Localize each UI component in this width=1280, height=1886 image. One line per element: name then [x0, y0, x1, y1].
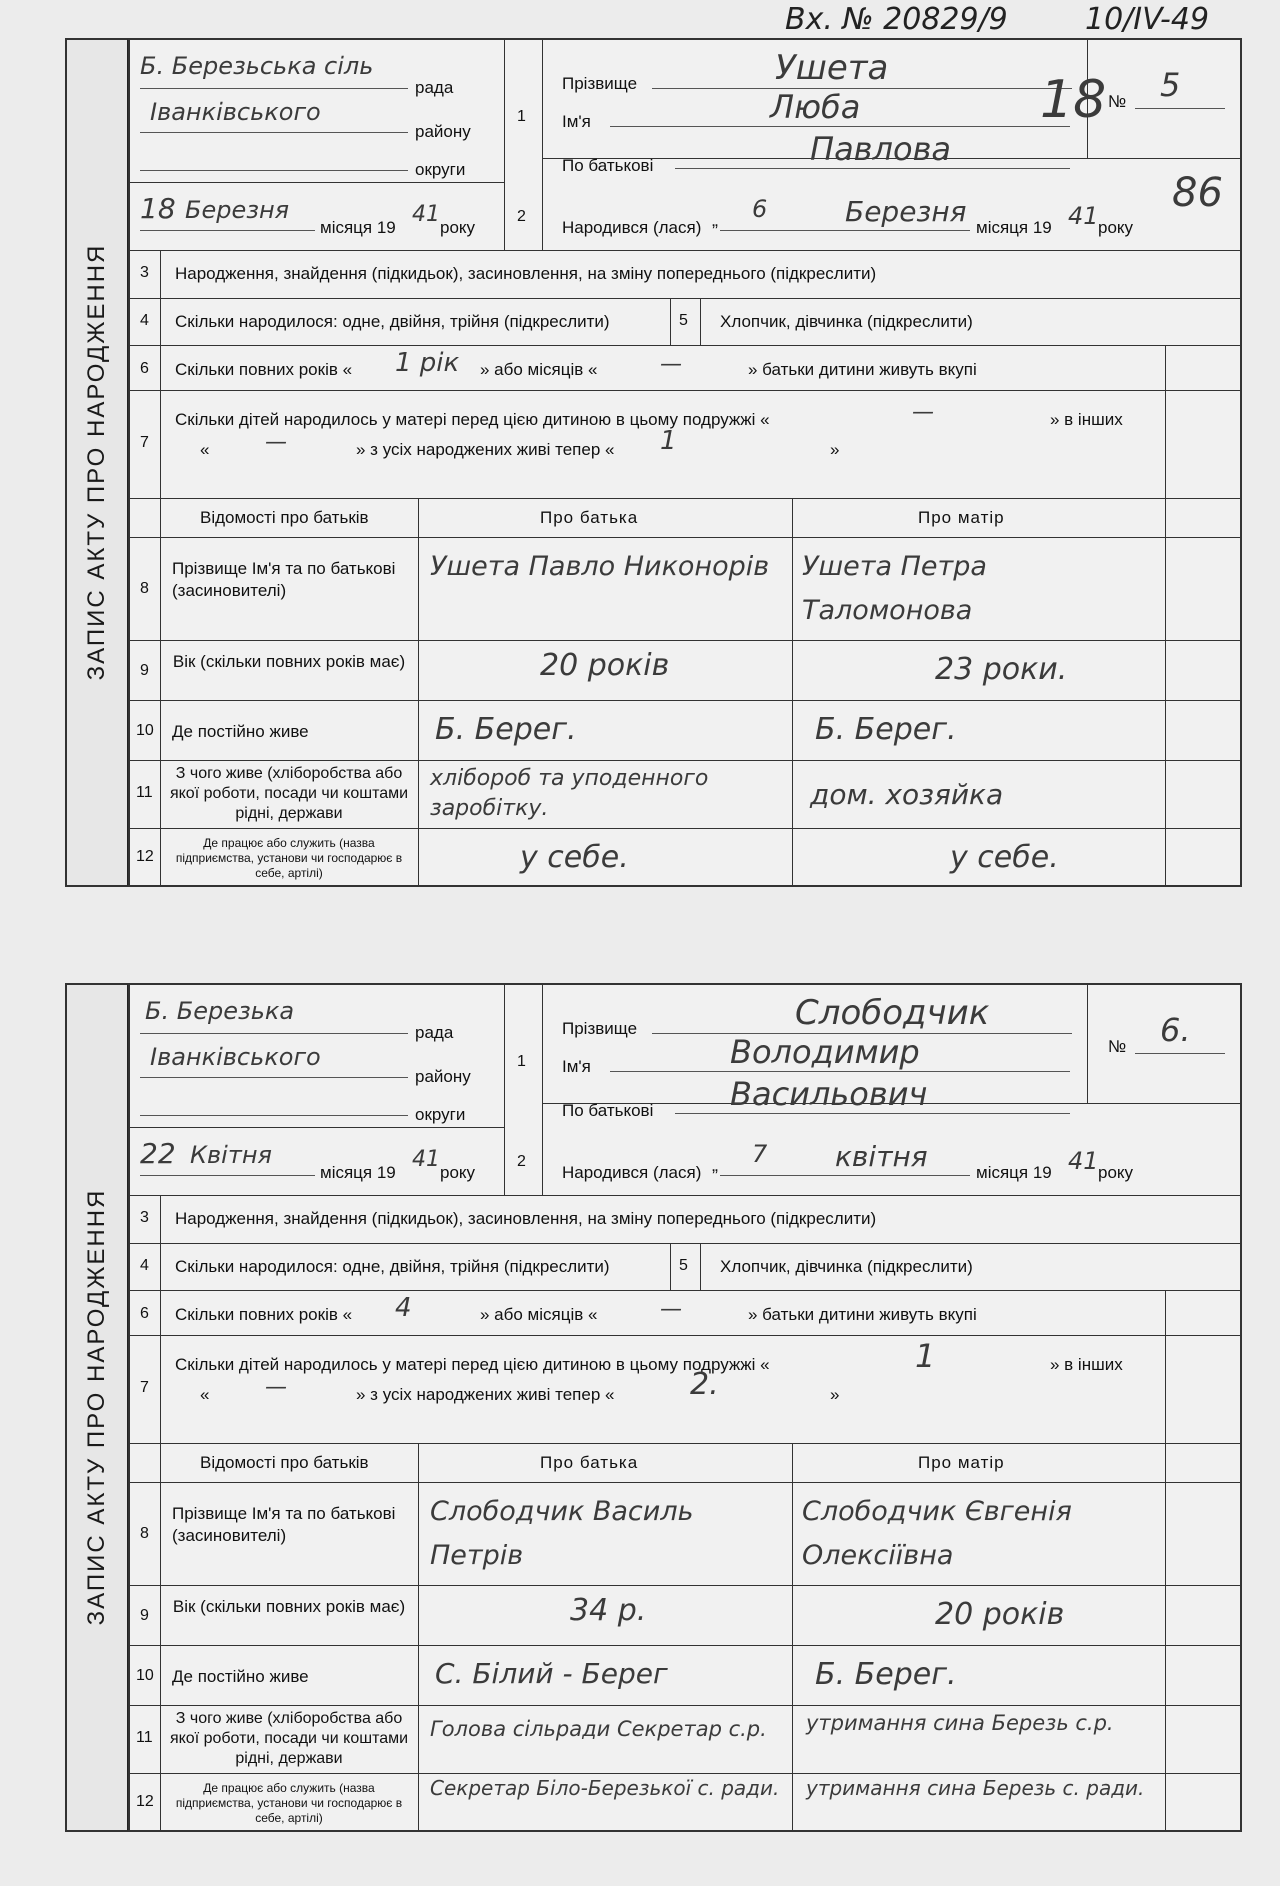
row10-label: Де постійно живе: [172, 722, 309, 741]
parents-header: Відомості про батьків: [200, 508, 369, 527]
registration-month: Квітня: [190, 1141, 272, 1169]
rada-value: Б. Березька: [145, 997, 295, 1025]
record-number: 5: [1160, 66, 1181, 104]
registration-year-label: року: [440, 218, 476, 237]
row11-label: З чого живе (хліборобства або якої роботи, посади чи коштами рідні, держави: [169, 1710, 409, 1767]
parents-header: Відомості про батьків: [200, 1453, 369, 1472]
father-occupation: хлібороб та уподенного заробітку.: [430, 766, 709, 821]
father-residence: С. Білий - Берег: [435, 1657, 668, 1690]
row6-label-c: » батьки дитини живуть вкупі: [748, 360, 977, 379]
mother-header: Про матір: [918, 508, 1005, 527]
father-residence: Б. Берег.: [435, 712, 577, 747]
row4-label: Скільки народилося: одне, двійня, трійня (підкреслити): [175, 312, 610, 331]
mother-residence: Б. Берег.: [815, 712, 957, 747]
record-sidebar: [65, 38, 130, 887]
born-label: Народився (лася): [562, 1163, 702, 1182]
birth-year: 41: [1068, 1147, 1099, 1175]
birth-record-card: [65, 30, 1245, 885]
father-name: Слободчик Василь Петрів: [430, 1496, 694, 1571]
row12-label: Де працює або служить (назва підприємства, установи чи господарює в себе, артілі): [175, 1781, 403, 1825]
row9-label: Вік (скільки повних років має): [172, 652, 406, 671]
children-alive: 2.: [690, 1367, 719, 1402]
birth-month: квітня: [835, 1140, 928, 1173]
raion-value: Іванківського: [150, 98, 321, 126]
surname-value: Ушета: [775, 48, 889, 88]
row7-label-e: »: [830, 440, 840, 459]
father-header: Про батька: [540, 508, 639, 527]
registration-year-label: року: [440, 1163, 476, 1182]
row8-label: Прізвище Ім'я та по батькові (засиновителі): [172, 559, 396, 600]
row10-label: Де постійно живе: [172, 1667, 309, 1686]
number-label: №: [1108, 1037, 1127, 1056]
birth-year: 41: [1068, 202, 1099, 230]
raion-value: Іванківського: [150, 1043, 321, 1071]
row6-label-a: Скільки повних років «: [175, 1305, 353, 1324]
rada-label: рада: [415, 78, 454, 97]
okruga-label: округи: [415, 1105, 466, 1124]
row7-label-d: » з усіх народжених живі тепер «: [356, 1385, 615, 1404]
rada-label: рада: [415, 1023, 454, 1042]
months-together: —: [660, 352, 682, 377]
surname-label: Прізвище: [562, 74, 638, 93]
children-alive: 1: [660, 426, 677, 456]
row7-label-b: » в інших: [1050, 410, 1123, 429]
first-name-label: Ім'я: [562, 112, 591, 131]
row6-label-b: » або місяців «: [480, 1305, 598, 1324]
mother-occupation: дом. хозяйка: [810, 778, 1004, 811]
birth-day: 6: [752, 195, 768, 223]
father-age: 34 р.: [570, 1593, 647, 1628]
side-mark: 18: [1040, 70, 1107, 130]
father-workplace: у себе.: [520, 840, 629, 875]
row7-label-a: Скільки дітей народилось у матері перед цією дитиною в цьому подружжі «: [175, 1355, 770, 1374]
surname-label: Прізвище: [562, 1019, 638, 1038]
row6-label-c: » батьки дитини живуть вкупі: [748, 1305, 977, 1324]
mother-name: Слободчик Євгенія Олексіївна: [802, 1496, 1072, 1571]
children-other: —: [265, 1375, 287, 1400]
years-together: 4: [395, 1293, 412, 1323]
mother-workplace: утримання сина Березь с. ради.: [806, 1776, 1145, 1800]
mother-age: 20 років: [935, 1597, 1065, 1632]
registration-month-label: місяця 19: [320, 218, 396, 237]
row9-label: Вік (скільки повних років має): [172, 1597, 406, 1616]
birth-year-label: року: [1098, 1163, 1134, 1182]
row7-label-c: «: [200, 440, 210, 459]
registration-month: Березня: [185, 196, 290, 224]
birth-month-label: місяця 19: [976, 1163, 1052, 1182]
first-name-value: Володимир: [730, 1033, 920, 1071]
date-note: 10/IV-49: [1085, 2, 1210, 37]
row7-label-d: » з усіх народжених живі тепер «: [356, 440, 615, 459]
mother-age: 23 роки.: [935, 652, 1068, 687]
father-workplace: Секретар Біло-Березької с. ради.: [430, 1776, 780, 1800]
row8-label: Прізвище Ім'я та по батькові (засиновителі): [172, 1504, 396, 1545]
number-label: №: [1108, 92, 1127, 111]
row3-label: Народження, знайдення (підкидьок), засиновлення, на зміну попереднього (підкреслити): [175, 1209, 877, 1228]
patronymic-label: По батькові: [562, 156, 654, 175]
children-this-marriage: —: [912, 400, 934, 425]
father-name: Ушета Павло Никонорів: [430, 551, 770, 582]
record-sidebar: [65, 983, 130, 1832]
birth-year-label: року: [1098, 218, 1134, 237]
registration-day: 18: [140, 192, 176, 225]
rada-value: Б. Березьська сіль: [140, 52, 374, 80]
row6-label-a: Скільки повних років «: [175, 360, 353, 379]
raion-label: району: [415, 122, 471, 141]
row7-label-e: »: [830, 1385, 840, 1404]
mother-residence: Б. Берег.: [815, 1657, 957, 1692]
children-other: —: [265, 430, 287, 455]
incoming-number-note: Вх. № 20829/9: [785, 2, 1008, 37]
birth-month: Березня: [845, 195, 967, 228]
mother-header: Про матір: [918, 1453, 1005, 1472]
patronymic-value: Васильович: [730, 1075, 928, 1113]
raion-label: району: [415, 1067, 471, 1086]
registration-day: 22: [140, 1137, 176, 1170]
row12-label: Де працює або служить (назва підприємства, установи чи господарює в себе, артілі): [175, 836, 403, 880]
children-this-marriage: 1: [915, 1337, 936, 1375]
first-name-label: Ім'я: [562, 1057, 591, 1076]
row7-label-b: » в інших: [1050, 1355, 1123, 1374]
record-form: Б. Березьська сіль рада Іванківського району округи 18 Березня місяця 19 41 року 1 2 Прізвище Ушета Ім'я Люба По батькові Павлова 18 № 5 Народився (лася) „ 6 Березня місяця 19 41 року 86 3 Народження, знайдення (підкидьок), засиновлення, на зміну попереднього (підкреслити) 4 Скільки народилося: одне, двійня, трійня (підкреслити) 5 Хлопчик, дівчинка (підкреслити) 6 Скільки повних років « 1 рік » або місяців « — » батьки дитини живуть вкупі 7 Скільки дітей народилось у матері перед цією дитиною в цьому подружжі « — » в інших « — » з усіх народжених живі тепер « 1 » Відомості про батьків Про батька Про матір 8 Прізвище Ім'я та по батькові (засиновителі) Ушета Павло Никонорів Ушета Петра Таломонова 9 Вік (скільки повних років має) 20 років 23 роки. 10 Де постійно живе Б. Берег. Б. Берег. 11 З чого живе (хліборобства або якої роботи, посади чи коштами рідні, держави хлібороб та уподенного заробітку. дом. хозяйка 12 Де працює або служить (назва підприємства, установи чи господарює в себе, артілі) у себе. у себе.: [128, 38, 1242, 887]
record-title: ЗАПИС АКТУ ПРО НАРОДЖЕННЯ: [83, 243, 110, 681]
mother-occupation: утримання сина Березь с.р.: [806, 1711, 1114, 1735]
patronymic-label: По батькові: [562, 1101, 654, 1120]
mother-workplace: у себе.: [950, 840, 1059, 875]
mother-name: Ушета Петра Таломонова: [802, 551, 987, 626]
registration-year: 41: [412, 202, 440, 227]
years-together: 1 рік: [395, 348, 460, 378]
birth-day: 7: [752, 1140, 768, 1168]
margin-mark: 86: [1172, 170, 1223, 216]
record-number: 6.: [1160, 1011, 1191, 1049]
row7-label-c: «: [200, 1385, 210, 1404]
row4-label: Скільки народилося: одне, двійня, трійня (підкреслити): [175, 1257, 610, 1276]
patronymic-value: Павлова: [810, 130, 952, 168]
surname-value: Слободчик: [795, 993, 990, 1033]
birth-month-label: місяця 19: [976, 218, 1052, 237]
row7-label-a: Скільки дітей народилось у матері перед цією дитиною в цьому подружжі «: [175, 410, 770, 429]
first-name-value: Люба: [770, 88, 861, 126]
months-together: —: [660, 1297, 682, 1322]
father-occupation: Голова сільради Секретар с.р.: [430, 1717, 767, 1741]
registration-month-label: місяця 19: [320, 1163, 396, 1182]
row5-label: Хлопчик, дівчинка (підкреслити): [720, 312, 973, 331]
father-header: Про батька: [540, 1453, 639, 1472]
birth-record-card: [65, 975, 1245, 1830]
row11-label: З чого живе (хліборобства або якої роботи, посади чи коштами рідні, держави: [169, 765, 409, 822]
registration-year: 41: [412, 1147, 440, 1172]
record-form: Б. Березька рада Іванківського району округи 22 Квітня місяця 19 41 року 1 2 Прізвище Слободчик Ім'я Володимир По батькові Васильович № 6. Народився (лася) „ 7 квітня місяця 19 41 року 3 Народження, знайдення (підкидьок), засиновлення, на зміну попереднього (підкреслити) 4 Скільки народилося: одне, двійня, трійня (підкреслити) 5 Хлопчик, дівчинка (підкреслити) 6 Скільки повних років « 4 » або місяців « — » батьки дитини живуть вкупі 7 Скільки дітей народилось у матері перед цією дитиною в цьому подружжі « 1 » в інших « — » з усіх народжених живі тепер « 2. » Відомості про батьків Про батька Про матір 8 Прізвище Ім'я та по батькові (засиновителі) Слободчик Василь Петрів Слободчик Євгенія Олексіївна 9 Вік (скільки повних років має) 34 р. 20 років 10 Де постійно живе С. Білий - Берег Б. Берег. 11 З чого живе (хліборобства або якої роботи, посади чи коштами рідні, держави Голова сільради Секретар с.р. утримання сина Березь с.р. 12 Де працює або служить (назва підприємства, установи чи господарює в себе, артілі) Секретар Біло-Березької с. ради. утримання сина Березь с. ради.: [128, 983, 1242, 1832]
father-age: 20 років: [540, 648, 670, 683]
row6-label-b: » або місяців «: [480, 360, 598, 379]
born-label: Народився (лася): [562, 218, 702, 237]
row5-label: Хлопчик, дівчинка (підкреслити): [720, 1257, 973, 1276]
row3-label: Народження, знайдення (підкидьок), засиновлення, на зміну попереднього (підкреслити): [175, 264, 877, 283]
okruga-label: округи: [415, 160, 466, 179]
record-title: ЗАПИС АКТУ ПРО НАРОДЖЕННЯ: [83, 1188, 110, 1626]
